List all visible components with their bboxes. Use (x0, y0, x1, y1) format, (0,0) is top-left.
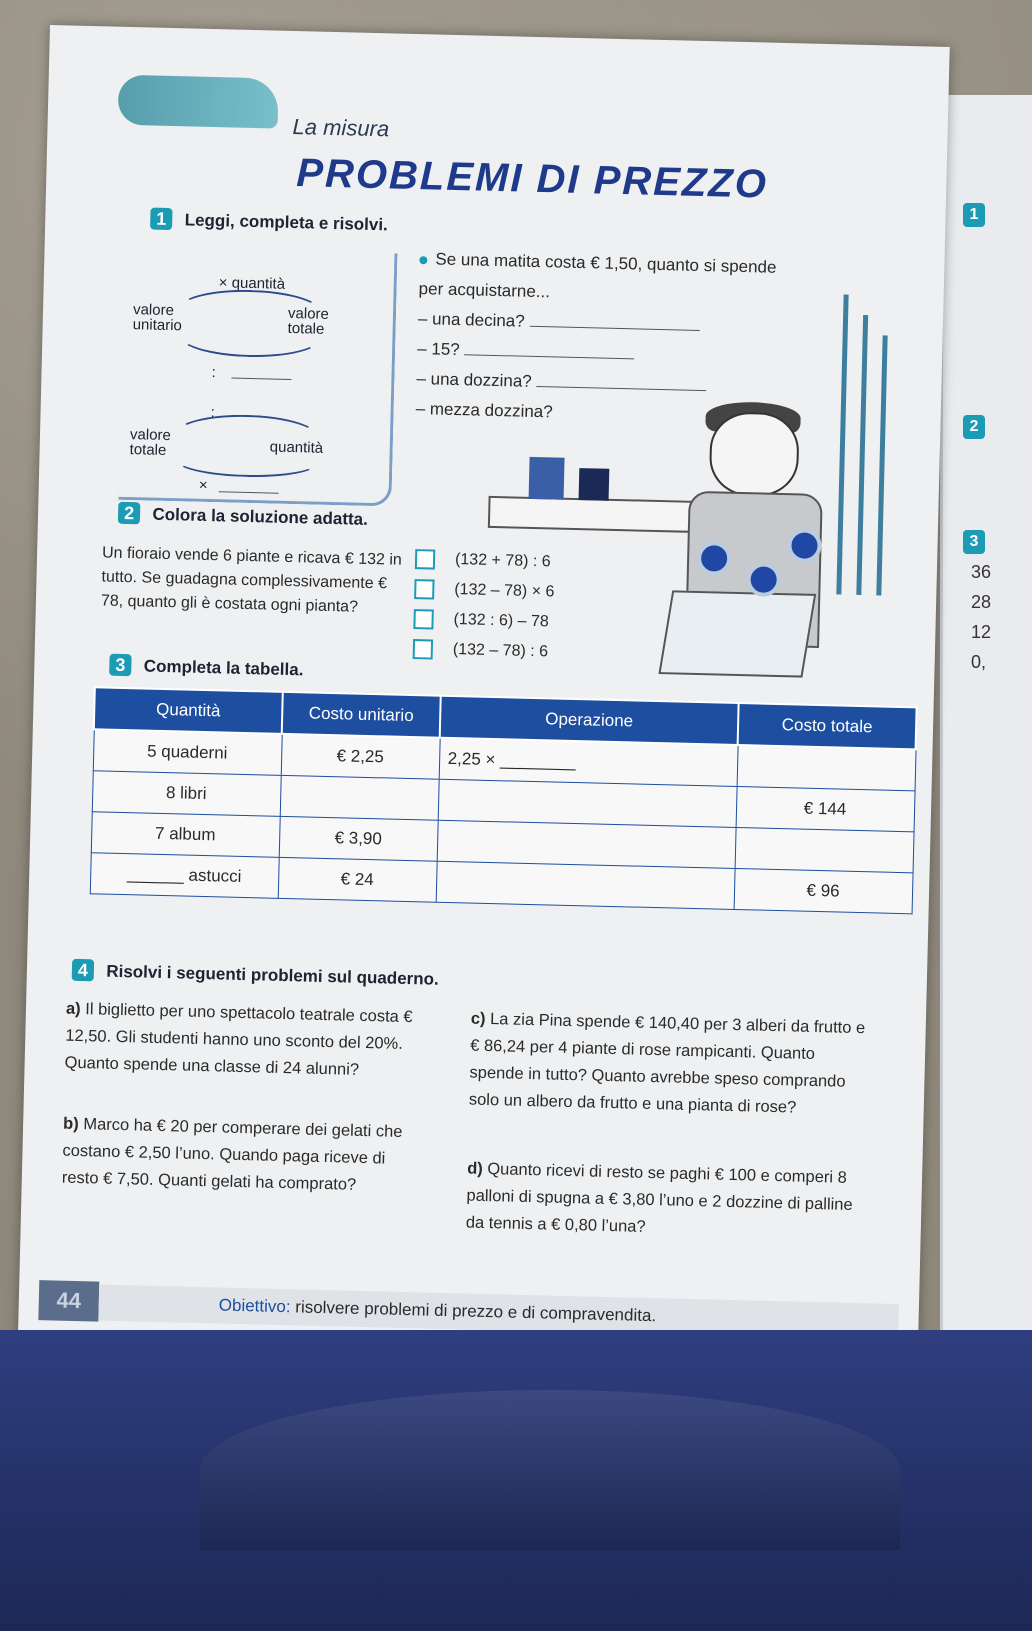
fabric-fold (200, 1390, 900, 1550)
diagram-total-value: valore totale (129, 426, 172, 459)
potted-plant (529, 457, 565, 500)
diagram-times-sign: × (198, 476, 208, 494)
diagram-quantity: quantità (269, 438, 324, 457)
adjacent-fragment: 28 (971, 592, 992, 612)
option-label: (132 – 78) × 6 (454, 581, 555, 601)
problem-b (62, 1111, 424, 1201)
unit-header (77, 54, 439, 153)
problem-label: b) (62, 1114, 79, 1134)
exercise-number: 1 (150, 208, 173, 231)
exercise-number: 2 (118, 502, 141, 525)
exercise-number: 3 (109, 654, 132, 677)
column-header: Costo unitario (282, 692, 441, 738)
answer-blank[interactable] (231, 378, 291, 380)
problem-label: a) (65, 999, 81, 1019)
problem-text: Il biglietto per uno spettacolo teatrale costa € 12,50. Gli studenti hanno uno sconto del 20%. Quanto spende una classe di 24 alunni? (64, 1000, 413, 1079)
plant-stem (836, 294, 848, 594)
column-header: Costo totale (738, 703, 917, 749)
diagram-top-operation: × quantità (218, 274, 286, 293)
checkbox[interactable] (413, 639, 433, 659)
option[interactable] (414, 574, 555, 607)
unit-title: La misura (292, 113, 390, 142)
question: – 15? (416, 339, 460, 360)
problem-label: d) (466, 1159, 483, 1178)
exercise-1-heading (150, 208, 388, 236)
question: – una dozzina? (416, 369, 532, 391)
table-cell: 7 album (91, 812, 280, 858)
exercise-4-heading (72, 959, 439, 990)
page-number: 44 (38, 1280, 99, 1321)
answer-blank[interactable] (219, 491, 279, 493)
unit-decoration-icon (118, 75, 279, 129)
checkbox[interactable] (413, 609, 433, 629)
table-cell[interactable] (436, 861, 735, 909)
option-label: (132 + 78) : 6 (454, 551, 551, 571)
plant-stem (856, 315, 868, 595)
problem-text: La zia Pina spende € 140,40 per 3 alberi da frutto e € 86,24 per 4 piante di rose rampicanti. Quanto spende in tutto? Quanto avrebbe speso comprando solo un albero da frutto e una pianta di rose? (468, 1010, 866, 1117)
exercise-number: 4 (72, 959, 95, 982)
question-intro: Se una matita costa € 1,50, quanto si spende per acquistarne... (418, 249, 777, 302)
adjacent-badge: 1 (963, 203, 985, 227)
option[interactable] (412, 634, 553, 667)
problem-text: Marco ha € 20 per comperare dei gelati che costano € 2,50 l’uno. Quando paga riceve di resto € 7,50. Quanti gelati ha comprato? (61, 1115, 403, 1194)
price-diagram (118, 247, 397, 507)
adjacent-fragment: 0, (971, 652, 987, 672)
bullet-icon (419, 256, 427, 264)
question: – mezza dozzina? (415, 399, 553, 422)
table-cell[interactable] (437, 820, 736, 868)
adjacent-badge: 3 (963, 530, 985, 554)
plant-stem (876, 335, 887, 595)
column-header: Quantità (94, 687, 283, 734)
checkbox[interactable] (415, 549, 435, 569)
exercise-instruction: Leggi, completa e risolvi. (184, 210, 389, 235)
exercise-2-options (412, 544, 555, 667)
table-cell[interactable]: 2,25 × ________ (439, 738, 738, 787)
exercise-instruction: Completa la tabella. (143, 656, 304, 680)
checkbox[interactable] (414, 579, 434, 599)
flower-pot (658, 590, 816, 677)
option-label: (132 – 78) : 6 (452, 641, 549, 661)
flower-shelf (488, 496, 693, 533)
diagram-unit-value: valore unitario (132, 301, 183, 335)
page-title: PROBLEMI DI PREZZO (295, 151, 769, 207)
adjacent-fragment: 36 (971, 562, 992, 582)
option[interactable] (413, 604, 554, 637)
table-cell[interactable] (438, 779, 737, 827)
column-header: Operazione (440, 696, 739, 745)
table-cell: 8 libri (92, 771, 281, 817)
objective-text: risolvere problemi di prezzo e di compravendita. (295, 1297, 657, 1326)
exercise-3-heading (109, 654, 304, 681)
exercise-2-heading (118, 502, 368, 530)
exercise-2-problem: Un fioraio vende 6 piante e ricava € 132 in tutto. Se guadagna complessivamente € 78, quanto gli è costata ogni pianta? (100, 544, 402, 616)
diagram-divide-sign: : (210, 404, 215, 422)
question: – una decina? (417, 309, 525, 331)
table-cell[interactable] (737, 745, 916, 791)
objective-label: Obiettivo: (218, 1295, 291, 1317)
adjacent-fragment: 12 (971, 622, 992, 642)
table-cell: 5 quaderni (93, 729, 282, 775)
problem-d (466, 1156, 868, 1247)
potted-plant (579, 468, 610, 501)
problem-a (64, 996, 426, 1086)
option[interactable] (415, 544, 556, 577)
exercise-instruction: Risolvi i seguenti problemi sul quaderno. (106, 961, 439, 989)
price-table (89, 686, 918, 914)
table-cell[interactable] (735, 827, 914, 872)
diagram-divide-sign: : (211, 364, 216, 382)
table-cell[interactable]: € 144 (736, 787, 915, 832)
table-cell[interactable]: € 96 (734, 868, 913, 913)
problem-c (469, 1006, 872, 1124)
problem-label: c) (470, 1009, 486, 1028)
adjacent-badge: 2 (963, 415, 985, 439)
problem-text: Quanto ricevi di resto se paghi € 100 e comperi 8 palloni di spugna a € 3,80 l’uno e 2 dozzine di palline da tennis a € 0,80 l’una? (465, 1160, 853, 1236)
diagram-total-value: valore totale (287, 304, 330, 338)
florist-face (709, 411, 800, 497)
exercise-instruction: Colora la soluzione adatta. (152, 504, 369, 529)
adjacent-page (940, 95, 1032, 1425)
table-cell[interactable]: € 2,25 (281, 734, 440, 779)
table-cell[interactable] (280, 775, 439, 820)
table-cell[interactable]: € 24 (278, 857, 437, 902)
option-label: (132 : 6) – 78 (453, 611, 549, 631)
textbook-page (16, 25, 950, 1432)
table-cell[interactable]: € 3,90 (279, 816, 438, 861)
table-cell[interactable]: ______ astucci (90, 853, 279, 899)
